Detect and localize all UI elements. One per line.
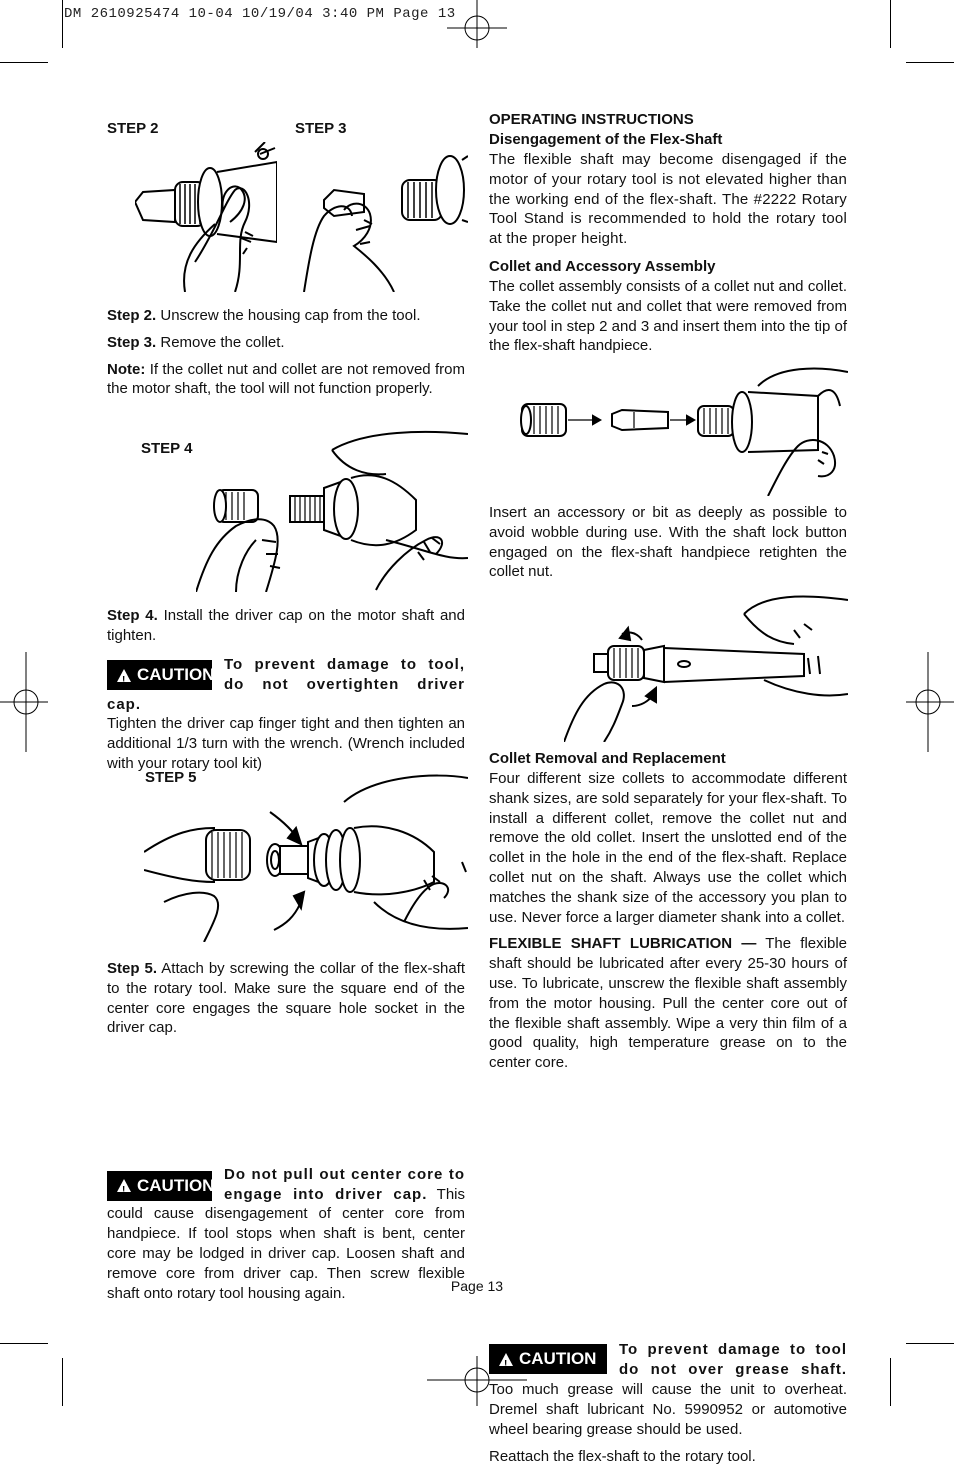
disengagement-heading: Disengagement of the Flex-Shaft [489,131,723,148]
crop-mark [890,0,891,48]
step4-para [107,606,465,646]
crop-mark [0,1343,48,1344]
warning-icon: ! [117,1179,131,1192]
caution1-text: Tighten the driver cap finger tight and then tighten an additional 1/3 turn with the wrench. (Wrench included with your rotary tool kit) [107,715,465,772]
step3-para [107,333,465,353]
step4-text-block [107,606,465,646]
crop-mark [62,1358,63,1406]
reattach-text: Reattach the flex-shaft to the rotary tool. [489,1448,756,1466]
disengagement-text: The flexible shaft may become disengaged if the motor of your rotary tool is not elevated higher than the working end of the flex-shaft. The #2222 Rotary Tool Stand is recommended to hold the rotary tool at the proper height. [489,151,847,248]
step5-bold: Step 5. [107,960,158,977]
crop-mark [906,62,954,63]
registration-mark-right [906,652,954,752]
step4-label: STEP 4 [141,440,193,457]
step3-bold: Step 3. [107,333,157,351]
lubrication-para [489,934,847,1073]
step5-text-block [107,959,465,1038]
step2-bold: Step 2. [107,307,157,324]
registration-mark-left [0,652,48,752]
step2-illustration [135,142,277,292]
step3-illustration [294,150,468,292]
caution3-text: Too much grease will cause the unit to overheat. Dremel shaft lubricant No. 5990952 or automotive wheel bearing grease should be used. [489,1380,847,1438]
step3-label: STEP 3 [295,120,347,137]
right-bottom-text [489,749,847,1073]
operating-instructions-heading: OPERATING INSTRUCTIONS [489,111,694,128]
step5-para [107,959,465,1038]
crop-mark [890,1358,891,1406]
collet-assembly-heading: Collet and Accessory Assembly [489,257,716,275]
warning-icon: ! [499,1353,513,1366]
step3-text: Remove the collet. [156,333,285,351]
caution-block-1 [107,655,465,774]
step5-label: STEP 5 [145,769,197,786]
crop-mark [906,1343,954,1344]
note-para [107,360,465,400]
collet-removal-heading: Collet Removal and Replacement [489,750,726,767]
caution3-lead: To prevent damage to tool do not over grease shaft. [619,1341,847,1379]
crop-mark [62,0,63,48]
step2-text: Unscrew the housing cap from the tool. [156,307,421,324]
right-top-text [489,110,847,356]
caution1-lead: To prevent damage to tool, do not overtighten driver cap. [107,656,465,713]
print-slug: DM 2610925474 10-04 10/19/04 3:40 PM Page 13 [64,6,456,22]
caution-label-3: CAUTION [519,1349,597,1369]
registration-mark-top [427,0,527,48]
step5-text: Attach by screwing the collar of the flex-shaft to the rotary tool. Make sure the square end of the center core engages the square hole socket in the driver cap. [107,960,466,1037]
caution-label-2: CAUTION [137,1175,215,1195]
insert-text: Insert an accessory or bit as deeply as possible to avoid wobble during use. With the shaft lock button engaged on the flex-shaft handpiece retighten the collet nut. [489,504,847,581]
warning-icon: ! [117,669,131,682]
caution-badge-1 [107,660,215,690]
crop-mark [0,62,48,63]
collet-assembly-text: The collet assembly consists of a collet nut and collet. Take the collet nut and collet that were removed from your tool in step 2 and 3 and insert them into the tip of the flex-shaft handpiece. [489,277,847,355]
note-bold: Note: [107,360,146,378]
caution-block-3 [489,1340,847,1467]
left-steps-text [107,306,465,399]
insert-text-block [489,503,847,582]
page-number: Page 13 [450,1278,504,1294]
step4-bold: Step 4. [107,607,158,624]
caution-badge-2 [107,1171,215,1201]
note-text: If the collet nut and collet are not removed from the motor shaft, the tool will not function properly. [107,360,465,398]
step4-text: Install the driver cap on the motor shaft and tighten. [107,607,465,644]
step2-para [107,306,465,326]
collet-assembly-illustration [518,366,848,496]
caution-label-1: CAUTION [137,665,215,685]
step5-illustration [144,772,468,942]
caution-badge-3 [489,1344,607,1374]
caution2-text: This could cause disengagement of center core from handpiece. If tool stops when shaft is bent, center core may be lodged in driver cap. Loosen shaft and remove core from driver cap. Then screw flexible shaft onto rotary tool housing again. [107,1185,465,1302]
step4-illustration [196,430,468,592]
step2-label: STEP 2 [107,120,159,137]
caution2-lead: Do not pull out center core to engage into driver cap. [224,1165,465,1203]
collet-tighten-illustration [564,594,848,742]
lubrication-text: The flexible shaft should be lubricated after every 25-30 hours of use. To lubricate, unscrew the flexible shaft assembly from the motor housing. Pull the center core out of the flexible shaft assembly. Wipe a very thin film of a good quality, high temperature grease on to the center core. [489,935,847,1072]
collet-removal-text: Four different size collets to accommodate different shank sizes, are sold separately for your flex-shaft. To install a different collet, remove the collet nut and remove the old collet. Insert the unslotted end of the collet in the hole in the end of the flex-shaft. Replace collet nut on the shaft. Always use the collet which matches the shank size of the accessory you plan to use. Never force a larger diameter shank into a collet. [489,770,847,926]
lubrication-lead: FLEXIBLE SHAFT LUBRICATION — [489,935,757,953]
